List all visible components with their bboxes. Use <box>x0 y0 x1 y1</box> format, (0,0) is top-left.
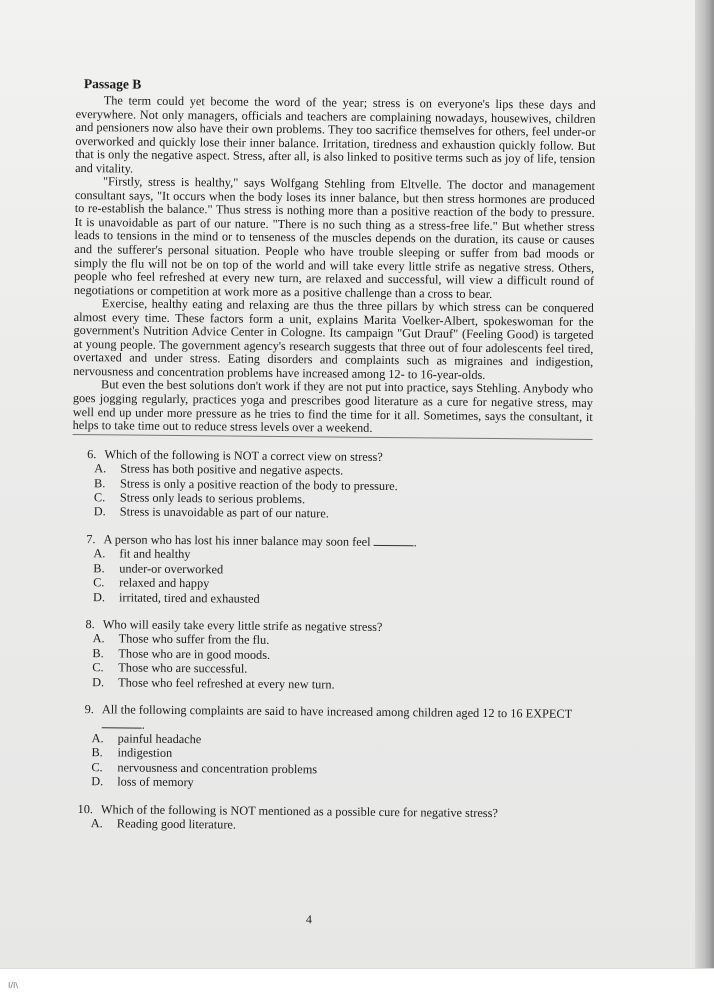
passage-body <box>73 94 596 440</box>
passage-paragraph-4: But even the best solutions don't work if they are not put into practice, says Stehling. Anybody who goes jogging regularly, practices yoga and prescribes good literature as a cure for negative stress, may well end up under more pressure as he tries to find the time for it all. Sometimes, says the consultant, it helps to take time out to reduce stress levels over a weekend. <box>73 378 594 439</box>
question-number: 7. <box>86 531 96 547</box>
option-b: B. Stress is only a positive reaction of the body to pressure. <box>94 475 398 493</box>
question-number: 9. <box>84 702 94 717</box>
page-number: 4 <box>305 912 312 927</box>
option-c: C. nervousness and concentration problems <box>91 760 318 777</box>
question-number: 6. <box>87 446 97 461</box>
bottom-strip <box>0 968 714 995</box>
question-list <box>69 447 593 836</box>
option-a: A. Those who suffer from the flu. <box>92 631 270 648</box>
passage-paragraph-2: "Firstly, stress is healthy," says Wolfgang Stehling from Eltvelle. The doctor and management consultant says, "It occurs when the body loses its inner balance, but then stress hormones are produced to re-establish the balance." Thus stress is nothing more than a positive reaction of the body to pressure. It is unavoidable as part of our nature. "There is no such thing as a stress-free life." But whether stress leads to tensions in the mind or to tenseness of the muscles depends on the duration, its cause or causes and the sufferer's personal situation. People who have trouble sleeping or suffer from bad moods or simply the flu will not be on top of the world and will take every little strife as negative stress. Others, people who feel refreshed at every new turn, are relaxed and successful, will view a difficult round of negotiations or competition at work more as a positive challenge than a cross to bear. <box>73 174 596 301</box>
answer-blank <box>102 718 142 728</box>
option-a: A. Reading good literature. <box>90 816 237 832</box>
option-c: C. Stress only leads to serious problems. <box>93 490 306 507</box>
question-stem: Which of the following is NOT a correct view on stress? <box>104 446 383 464</box>
option-b: B. under-or overworked <box>93 560 224 577</box>
question-stem: A person who has lost his inner balance may soon feel <box>103 532 371 549</box>
option-d: D. loss of memory <box>91 774 194 790</box>
option-a: A. Stress has both positive and negative aspects. <box>94 461 344 478</box>
question-stem: Which of the following is NOT mentioned as a possible cure for negative stress? <box>100 801 498 820</box>
option-a: A. painful headache <box>91 731 202 747</box>
question-6 <box>72 447 593 524</box>
passage-heading: Passage B <box>83 76 142 92</box>
question-number: 10. <box>77 801 94 816</box>
footer-mark: I/I\ <box>8 981 19 990</box>
option-b: B. indigestion <box>91 745 173 761</box>
question-number: 8. <box>85 617 95 632</box>
question-7: 7. A person who has lost his inner balance may soon feel . A. fit and healthy B. under-or overworked C. relaxed and happy D. irritated, tired and exhausted <box>71 532 592 609</box>
scan-shadow-edge <box>695 0 714 968</box>
answer-blank <box>374 536 414 546</box>
document-page <box>69 76 596 927</box>
question-stem: All the following complaints are said to have increased among children aged 12 to 16 EXPECT <box>101 702 572 721</box>
option-b: B. Those who are in good moods. <box>92 646 271 662</box>
option-d: D. Those who feel refreshed at every new turn. <box>92 674 335 692</box>
option-a: A. fit and healthy <box>93 546 191 562</box>
passage-paragraph-3: Exercise, healthy eating and relaxing are thus the three pillars by which stress can be conquered almost every time. These factors form a unit, explains Marita Voelker-Albert, spokeswoman for the government's Nutrition Advice Center in Cologne. Its campaign "Gut Drauf" (Feeling Good) is targeted at young people. The government agency's research suggests that three out of four adolescents feel tired, overtaxed and under stress. Eating disorders and complaints such as migraines and indigestion, nervousness and concentration problems have increased among 12- to 16-year-olds. <box>73 296 594 382</box>
option-c: C. relaxed and happy <box>93 575 210 591</box>
option-d: D. Stress is unavoidable as part of our nature. <box>93 504 329 521</box>
option-d: D. irritated, tired and exhausted <box>92 589 260 606</box>
passage-paragraph-1: The term could yet become the word of the year; stress is on everyone's lips these days and everywhere. Not only managers, officials and teachers are complaining nowadays, housewives, children and pensioners now also have their own problems. They too sacrifice themselves for others, feel under-or overworked and quickly lose their inner balance. Irritation, tiredness and exhaustion quickly follow. But that is only the negative aspect. Stress, after all, is also linked to positive terms such as joy of life, tension and vitality. <box>75 93 596 176</box>
question-10 <box>69 802 589 836</box>
question-9: 9. All the following complaints are said to have increased among children aged 12 to 16 EXPECT . A. painful headache B. indigestion C. nervousness and concentration problems D. loss of memory <box>69 702 590 794</box>
question-8 <box>70 617 591 694</box>
option-c: C. Those who are successful. <box>92 660 248 676</box>
question-stem: Who will easily take every little strife as negative stress? <box>102 617 383 634</box>
